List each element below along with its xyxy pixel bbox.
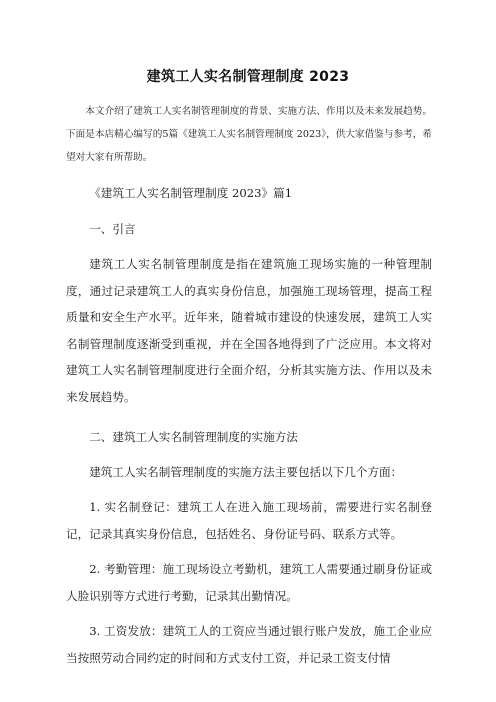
section2-heading: 二、建筑工人实名制管理制度的实施方法: [89, 430, 298, 444]
section2-intro: 建筑工人实名制管理制度的实施方法主要包括以下几个方面：: [89, 465, 403, 479]
list-item-2: 2. 考勤管理：施工现场设立考勤机，建筑工人需要通过刷身份证或人脸识别等方式进行考勤，记录其出勤情况。: [66, 562, 432, 603]
list-item-1: 1. 实名制登记：建筑工人在进入施工现场前，需要进行实名制登记，记录其真实身份信息，包括姓名、身份证号码、联系方式等。: [66, 500, 432, 541]
document-intro: 本文介绍了建筑工人实名制管理制度的背景、实施方法、作用以及未来发展趋势。下面是本店精心编写的5篇《建筑工人实名制管理制度 2023》，供大家借鉴与参考，希望对大家有所帮助。: [66, 106, 432, 163]
article-heading: 《建筑工人实名制管理制度 2023》篇1: [89, 186, 293, 200]
section1-heading: 一、引言: [89, 222, 136, 236]
section1-paragraph: 建筑工人实名制管理制度是指在建筑施工现场实施的一种管理制度，通过记录建筑工人的真实身份信息，加强施工现场管理，提高工程质量和安全生产水平。近年来，随着城市建设的快速发展，建筑工人实名制管理制度逐渐受到重视，并在全国各地得到了广泛应用。本文将对建筑工人实名制管理制度进行全面介绍，分析其实施方法、作用以及未来发展趋势。: [66, 257, 432, 404]
document-title: 建筑工人实名制管理制度 2023: [146, 69, 350, 85]
list-item-3: 3. 工资发放：建筑工人的工资应当通过银行账户发放，施工企业应当按照劳动合同约定的时间和方式支付工资，并记录工资支付情: [66, 624, 432, 665]
